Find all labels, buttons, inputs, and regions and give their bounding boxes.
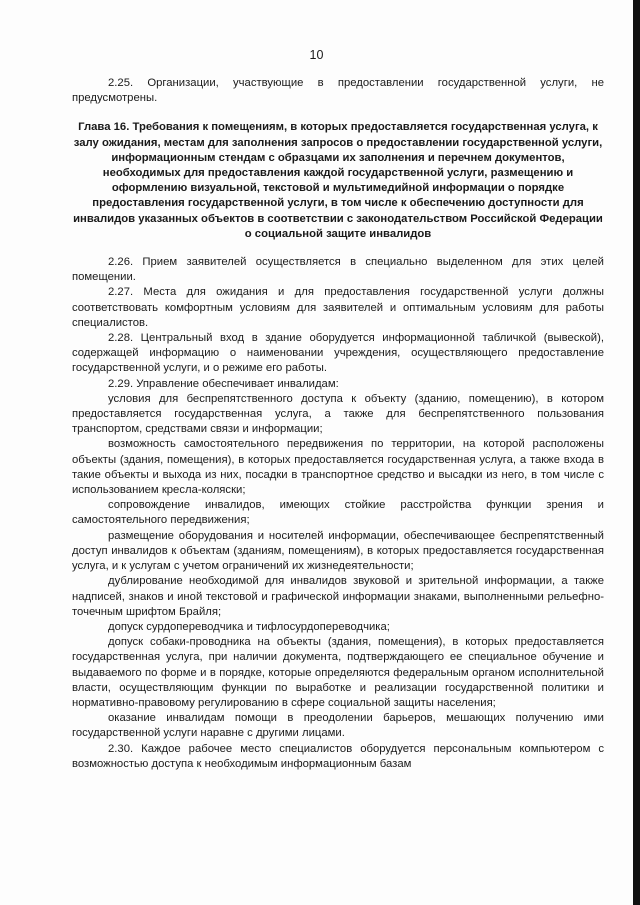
scan-edge-shadow	[633, 0, 640, 905]
paragraph-2-28: 2.28. Центральный вход в здание оборудуется информационной табличкой (вывеской), содержащей информацию о наименовании учреждения, осуществляющего предоставление государственной услуги, и о режиме его работы.	[72, 332, 604, 375]
paragraph-2-29: 2.29. Управление обеспечивает инвалидам:	[108, 377, 339, 390]
list-item-sign-interpreter: допуск сурдопереводчика и тифлосурдопереводчика;	[108, 620, 390, 633]
list-item-independent-movement: возможность самостоятельного передвижения по территории, на которой расположены объекты (здания, помещения), в которых предоставляется государственная услуга, а также входа в такие объекты и выхода из них, посадки в транспортное средство и высадки из него, в том числе с использованием кресла-коляски;	[72, 438, 604, 497]
paragraph-2-25: 2.25. Организации, участвующие в предоставлении государственной услуги, не предусмотрены.	[72, 77, 604, 105]
paragraph-2-30: 2.30. Каждое рабочее место специалистов оборудуется персональным компьютером с возможностью доступа к необходимым информационным базам	[72, 742, 604, 770]
chapter-16-heading: Глава 16. Требования к помещениям, в которых предоставляется государственная услуга, к залу ожидания, местам для заполнения запросов о предоставлении государственной услуги, информационным стендам с образцами их заполнения и перечнем документов, необходимых для предоставления каждой государственной услуги, размещению и оформлению визуальной, текстовой и мультимедийной информации о порядке предоставления государственной услуги, в том числе к обеспечению доступности для инвалидов указанных объектов в соответствии с законодательством Российской Федерации о социальной защите инвалидов	[73, 121, 603, 240]
list-item-guide-dog: допуск собаки-проводника на объекты (здания, помещения), в которых предоставляется государственная услуга, при наличии документа, подтверждающего ее специальное обучение и выдаваемого по форме и в порядке, которые определяются федеральным органом исполнительной власти, осуществляющим функции по выработке и реализации государственной политики и нормативно-правовому регулированию в сфере социальной защиты населения;	[72, 636, 604, 709]
paragraph-2-27: 2.27. Места для ожидания и для предоставления государственной услуги должны соответствовать комфортным условиям для заявителей и оптимальным условиям для работы специалистов.	[72, 286, 604, 329]
list-item-assistance: оказание инвалидам помощи в преодолении барьеров, мешающих получению ими государственной услуги наравне с другими лицами.	[72, 712, 604, 740]
list-item-equipment-placement: размещение оборудования и носителей информации, обеспечивающее беспрепятственный доступ инвалидов к объектам (зданиям, помещениям), в которых предоставляется государственная услуга, и к услугам с учетом ограничений их жизнедеятельности;	[72, 529, 604, 573]
paragraph-2-26: 2.26. Прием заявителей осуществляется в специально выделенном для этих целей помещении.	[72, 256, 604, 284]
document-body	[72, 76, 604, 772]
list-item-access-conditions: условия для беспрепятственного доступа к объекту (зданию, помещению), в котором предоставляется государственная услуга, а также для беспрепятственного пользования транспортом, средствами связи и информации;	[72, 392, 604, 436]
page-number: 10	[309, 48, 324, 62]
list-item-information-duplication: дублирование необходимой для инвалидов звуковой и зрительной информации, а также надписей, знаков и иной текстовой и графической информации знаками, выполненными рельефно-точечным шрифтом Брайля;	[72, 575, 604, 618]
list-item-escort: сопровождение инвалидов, имеющих стойкие расстройства функции зрения и самостоятельного передвижения;	[72, 499, 604, 527]
